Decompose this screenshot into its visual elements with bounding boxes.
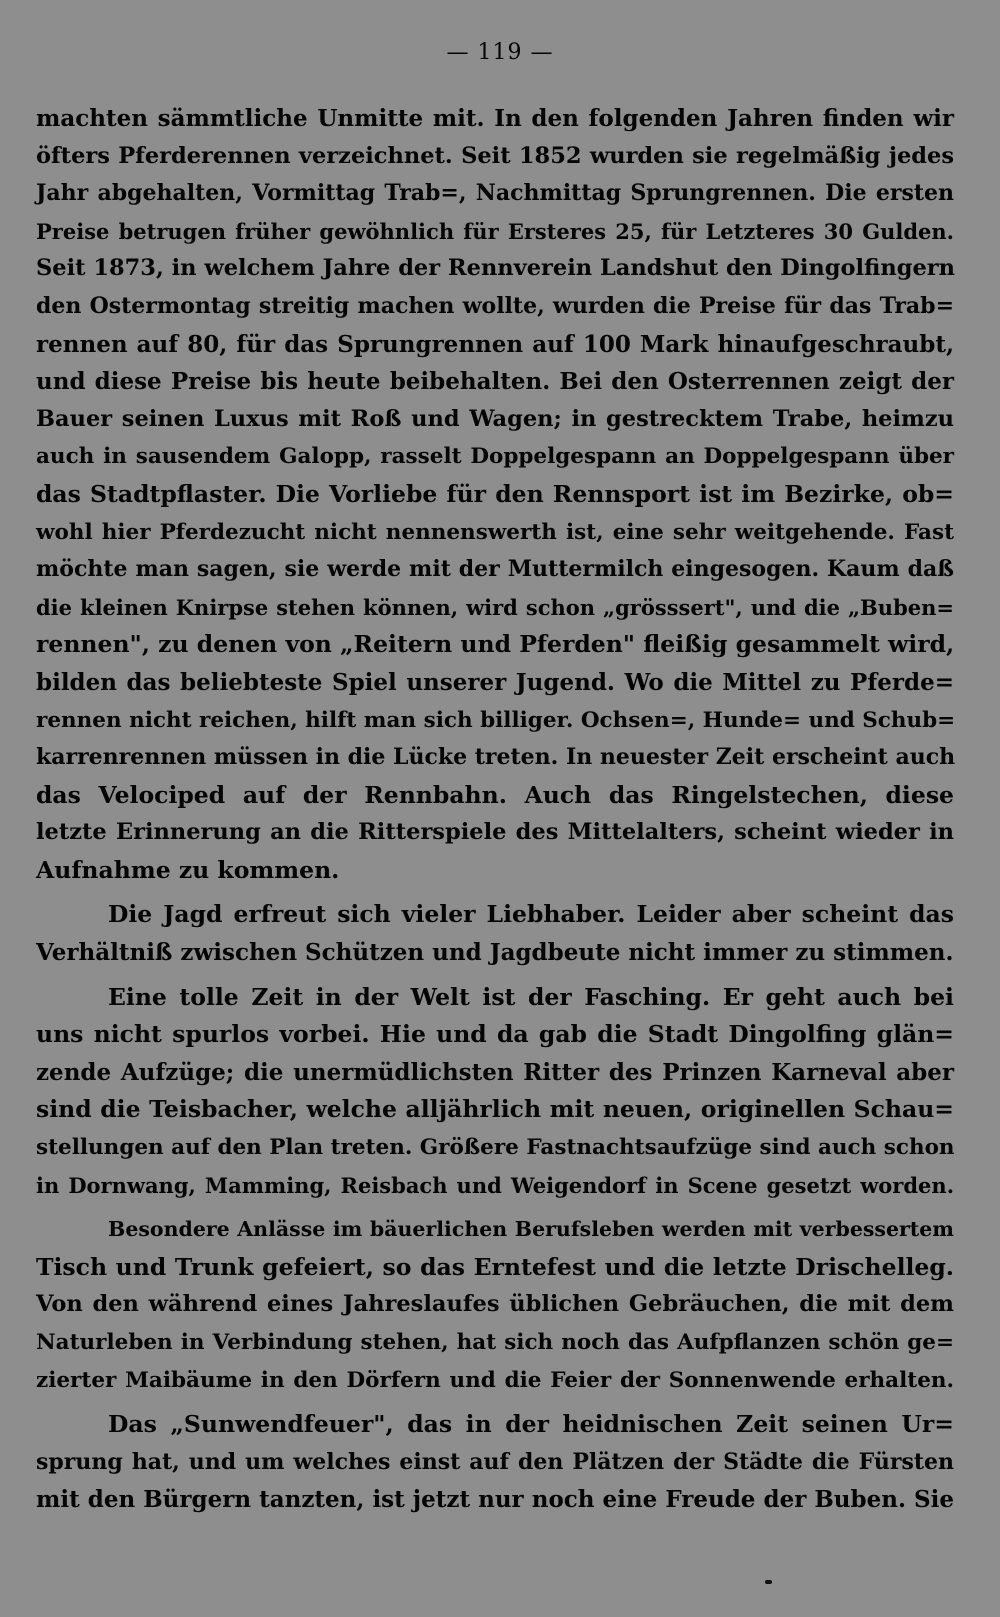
paragraph-customs: [36, 1211, 954, 1399]
text-line: mit den Bürgern tanzten, ist jetzt nur noch eine Freude der Buben. Sie: [36, 1486, 954, 1514]
text-line: Aufnahme zu kommen.: [36, 855, 340, 884]
text-line: karrenrennen müssen in die Lücke treten. In neuester Zeit erscheint auch: [36, 744, 956, 771]
text-line: zende Aufzüge; die unermüdlichsten Ritter des Prinzen Karneval aber: [36, 1058, 954, 1086]
text-line: Die Jagd erfreut sich vieler Liebhaber. Leider aber scheint das: [108, 900, 954, 929]
text-line: bilden das beliebteste Spiel unserer Jugend. Wo die Mittel zu Pferde=: [36, 668, 954, 696]
text-line: Eine tolle Zeit in der Welt ist der Fasching. Er geht auch bei: [108, 982, 954, 1011]
text-line: Bauer seinen Luxus mit Roß und Wagen; in gestrecktem Trabe, heimzu: [36, 405, 954, 432]
text-line: letzte Erinnerung an die Ritterspiele des Mittelalters, scheint wieder in: [36, 819, 954, 846]
paragraph-carnival: [36, 979, 954, 1205]
print-speck: [765, 1580, 772, 1584]
text-line: Besondere Anlässe im bäuerlichen Berufsleben werden mit verbessertem: [108, 1217, 954, 1242]
text-line: das Stadtpflaster. Die Vorliebe für den Rennsport ist im Bezirke, ob=: [36, 479, 954, 508]
text-line: und diese Preise bis heute beibehalten. Bei den Osterrennen zeigt der: [36, 368, 954, 396]
text-line: Naturleben in Verbindung stehen, hat sich noch das Aufpflanzen schön ge=: [36, 1330, 954, 1355]
text-line: sind die Teisbacher, welche alljährlich mit neuen, originellen Schau=: [36, 1095, 954, 1124]
text-line: Von den während eines Jahreslaufes üblichen Gebräuchen, die mit dem: [36, 1291, 954, 1318]
paragraph-horse-racing: [36, 100, 954, 889]
text-line: öfters Pferderennen verzeichnet. Seit 1852 wurden sie regelmäßig jedes: [36, 142, 954, 169]
text-line: rennen nicht reichen, hilft man sich billiger. Ochsen=, Hunde= und Schub=: [36, 707, 956, 733]
text-line: rennen", zu denen von „Reitern und Pferden" fleißig gesammelt wird,: [36, 630, 955, 659]
text-line: Verhältniß zwischen Schützen und Jagdbeute nicht immer zu stimmen.: [36, 939, 954, 967]
text-line: in Dornwang, Mamming, Reisbach und Weigendorf in Scene gesetzt worden.: [36, 1172, 954, 1198]
text-line: sprung hat, und um welches einst auf den Plätzen der Städte die Fürsten: [36, 1448, 954, 1475]
text-line: Das „Sunwendfeuer", das in der heidnischen Zeit seinen Ur=: [108, 1410, 954, 1439]
paragraph-hunting: [36, 896, 954, 971]
paragraph-solstice-fire: [36, 1406, 954, 1519]
text-line: auch in sausendem Galopp, rasselt Doppelgespann an Doppelgespann über: [36, 444, 954, 470]
text-line: Preise betrugen früher gewöhnlich für Ersteres 25, für Letzteres 30 Gulden.: [36, 218, 954, 244]
text-line: Jahr abgehalten, Vormittag Trab=, Nachmittag Sprungrennen. Die ersten: [36, 180, 954, 207]
text-line: machten sämmtliche Unmitte mit. In den folgenden Jahren finden wir: [36, 105, 954, 132]
text-line: zierter Maibäume in den Dörfern und die Feier der Sonnenwende erhalten.: [36, 1367, 954, 1393]
page-number: — 119 —: [446, 40, 554, 65]
text-line: Seit 1873, in welchem Jahre der Rennverein Landshut den Dingolfingern: [36, 255, 955, 282]
text-line: die kleinen Knirpse stehen können, wird schon „grösssert", und die „Buben=: [36, 594, 954, 620]
text-line: Tisch und Trunk gefeiert, so das Erntefest und die letzte Drischelleg.: [36, 1252, 954, 1281]
text-line: stellungen auf den Plan treten. Größere Fastnachtsaufzüge sind auch schon: [36, 1135, 955, 1161]
text-line: möchte man sagen, sie werde mit der Muttermilch eingesogen. Kaum daß: [36, 556, 954, 583]
text-line: uns nicht spurlos vorbei. Hie und da gab die Stadt Dingolfing glän=: [36, 1020, 954, 1049]
text-line: den Ostermontag streitig machen wollte, wurden die Preise für das Trab=: [36, 292, 954, 319]
text-line: wohl hier Pferdezucht nicht nennenswerth ist, eine sehr weitgehende. Fast: [36, 519, 954, 545]
text-line: das Velociped auf der Rennbahn. Auch das Ringelstechen, diese: [36, 780, 954, 809]
text-line: rennen auf 80, für das Sprungrennen auf 100 Mark hinaufgeschraubt,: [36, 330, 954, 358]
page-body: [36, 100, 954, 1519]
